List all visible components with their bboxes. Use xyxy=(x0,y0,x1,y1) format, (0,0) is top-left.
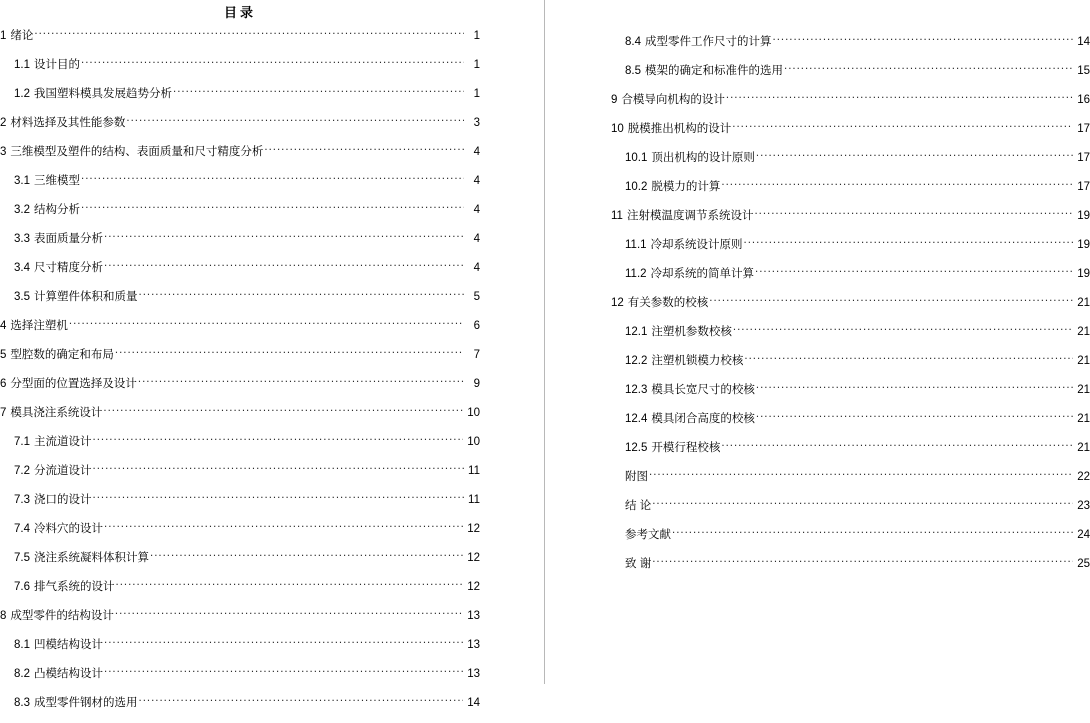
toc-entry-label: 脱模推出机构的设计 xyxy=(627,122,732,135)
toc-entry[interactable] xyxy=(0,694,480,723)
toc-entry[interactable] xyxy=(611,207,1090,236)
toc-entry-label: 表面质量分析 xyxy=(34,232,103,245)
toc-entry-page-number: 24 xyxy=(1077,528,1090,541)
toc-entry[interactable] xyxy=(0,636,480,665)
toc-entry[interactable] xyxy=(0,665,480,694)
toc-entry[interactable] xyxy=(0,317,480,346)
toc-entry[interactable] xyxy=(611,381,1090,410)
toc-leader-dots xyxy=(116,578,464,590)
toc-entry-page-number: 1 xyxy=(473,29,480,42)
toc-entry-label: 计算塑件体积和质量 xyxy=(34,290,138,303)
toc-entry[interactable] xyxy=(611,352,1090,381)
toc-entry-page-number: 11 xyxy=(468,493,480,506)
toc-entry-page-number: 21 xyxy=(1077,296,1090,309)
toc-entry-number: 7.1 xyxy=(14,435,30,448)
toc-entry[interactable] xyxy=(0,201,480,230)
toc-entry-number: 3 xyxy=(0,145,7,158)
toc-entry-page-number: 4 xyxy=(473,145,480,158)
toc-entry-label: 冷料穴的设计 xyxy=(34,522,103,535)
toc-entry-page-number: 19 xyxy=(1077,238,1090,251)
toc-entry[interactable] xyxy=(611,120,1090,149)
toc-entry-number: 10.2 xyxy=(625,180,648,193)
toc-entry-number: 7.5 xyxy=(14,551,30,564)
toc-entry-label: 排气系统的设计 xyxy=(34,580,115,593)
toc-entry-label: 结构分析 xyxy=(34,203,80,216)
toc-entry-page-number: 1 xyxy=(473,58,480,71)
toc-leader-dots xyxy=(139,288,465,300)
toc-entry-number: 8.5 xyxy=(625,64,641,77)
toc-leader-dots xyxy=(103,404,463,416)
toc-entry[interactable] xyxy=(0,114,480,143)
toc-entry[interactable] xyxy=(611,62,1090,91)
toc-leader-dots xyxy=(755,265,1073,277)
toc-entry[interactable] xyxy=(611,497,1090,526)
toc-leader-dots xyxy=(773,33,1074,45)
toc-entry-label: 三维模型及塑件的结构、表面质量和尺寸精度分析 xyxy=(10,145,264,158)
toc-entry[interactable] xyxy=(611,33,1090,62)
toc-entry-number: 8.1 xyxy=(14,638,30,651)
toc-entry-number: 1.1 xyxy=(14,58,30,71)
toc-entry-label: 参考文献 xyxy=(625,528,671,541)
toc-entry-label: 附图 xyxy=(625,470,648,483)
toc-entry-page-number: 21 xyxy=(1077,383,1090,396)
toc-entry[interactable] xyxy=(611,91,1090,120)
toc-entry-number: 12 xyxy=(611,296,624,309)
toc-entry-label: 注塑机锁模力校核 xyxy=(651,354,744,367)
toc-entry-label: 注塑机参数校核 xyxy=(651,325,732,338)
toc-entry[interactable] xyxy=(611,468,1090,497)
right-page-column xyxy=(545,0,1090,584)
toc-leader-dots xyxy=(93,462,465,474)
toc-entry-label: 结 论 xyxy=(625,499,652,512)
toc-entry-label: 注射模温度调节系统设计 xyxy=(626,209,754,222)
toc-entry-page-number: 7 xyxy=(473,348,480,361)
toc-entry-label: 顶出机构的设计原则 xyxy=(651,151,755,164)
toc-entry-label: 冷却系统的简单计算 xyxy=(650,267,755,280)
toc-entry-label: 分型面的位置选择及设计 xyxy=(10,377,137,390)
toc-entry-number: 1 xyxy=(0,29,7,42)
toc-entry-page-number: 10 xyxy=(467,435,480,448)
toc-entry[interactable] xyxy=(0,520,480,549)
toc-entry-page-number: 17 xyxy=(1077,180,1090,193)
toc-leader-dots xyxy=(69,317,464,329)
toc-entry-page-number: 11 xyxy=(468,464,480,477)
toc-entry-page-number: 4 xyxy=(473,232,480,245)
toc-leader-dots xyxy=(756,410,1073,422)
toc-entry-page-number: 4 xyxy=(473,174,480,187)
toc-entry[interactable] xyxy=(611,265,1090,294)
toc-entry-page-number: 17 xyxy=(1077,151,1090,164)
toc-entry-page-number: 22 xyxy=(1077,470,1090,483)
toc-leader-dots xyxy=(126,114,464,126)
toc-leader-dots xyxy=(652,555,1073,567)
toc-entry-number: 11 xyxy=(611,209,623,222)
toc-entry[interactable] xyxy=(0,230,480,259)
left-page-column xyxy=(0,0,544,723)
toc-leader-dots xyxy=(672,526,1073,538)
toc-entry-number: 3.4 xyxy=(14,261,30,274)
toc-entry-number: 7.6 xyxy=(14,580,30,593)
toc-entry-label: 致 谢 xyxy=(625,557,652,570)
toc-entry-label: 分流道设计 xyxy=(34,464,92,477)
toc-leader-dots xyxy=(173,85,464,97)
toc-entry-page-number: 19 xyxy=(1077,267,1090,280)
toc-list-right xyxy=(611,0,1090,584)
toc-leader-dots xyxy=(115,607,463,619)
toc-entry[interactable] xyxy=(611,555,1090,584)
toc-entry-number: 10 xyxy=(611,122,624,135)
toc-entry-page-number: 5 xyxy=(473,290,480,303)
toc-entry[interactable] xyxy=(0,404,480,433)
toc-entry[interactable] xyxy=(0,259,480,288)
toc-entry-page-number: 14 xyxy=(467,696,480,709)
toc-entry-label: 模具闭合高度的校核 xyxy=(651,412,755,425)
toc-leader-dots xyxy=(744,236,1074,248)
toc-leader-dots xyxy=(81,56,464,68)
toc-entry-page-number: 12 xyxy=(467,551,480,564)
toc-entry-number: 2 xyxy=(0,116,7,129)
toc-entry-label: 尺寸精度分析 xyxy=(34,261,103,274)
toc-entry-page-number: 4 xyxy=(473,261,480,274)
toc-entry-label: 我国塑料模具发展趋势分析 xyxy=(34,87,172,100)
toc-entry[interactable] xyxy=(0,607,480,636)
toc-entry[interactable] xyxy=(0,143,480,172)
toc-leader-dots xyxy=(81,201,464,213)
toc-entry-page-number: 16 xyxy=(1077,93,1090,106)
toc-entry-page-number: 14 xyxy=(1077,35,1090,48)
toc-leader-dots xyxy=(756,381,1073,393)
toc-entry-number: 12.5 xyxy=(625,441,648,454)
toc-entry-label: 凸模结构设计 xyxy=(34,667,103,680)
toc-leader-dots xyxy=(104,636,463,648)
toc-entry-label: 冷却系统设计原则 xyxy=(650,238,743,251)
toc-leader-dots xyxy=(732,120,1073,132)
toc-entry-number: 10.1 xyxy=(625,151,648,164)
toc-leader-dots xyxy=(754,207,1073,219)
toc-leader-dots xyxy=(649,468,1073,480)
toc-entry-label: 成型零件工作尺寸的计算 xyxy=(645,35,772,48)
toc-entry-number: 7.3 xyxy=(14,493,30,506)
toc-entry[interactable] xyxy=(0,346,480,375)
toc-entry-number: 5 xyxy=(0,348,7,361)
toc-entry-label: 选择注塑机 xyxy=(10,319,68,332)
toc-entry-page-number: 6 xyxy=(473,319,480,332)
toc-leader-dots xyxy=(721,178,1073,190)
toc-leader-dots xyxy=(104,520,463,532)
toc-entry[interactable] xyxy=(611,149,1090,178)
toc-entry-number: 8.3 xyxy=(14,696,30,709)
toc-entry-number: 12.3 xyxy=(625,383,648,396)
toc-entry-page-number: 13 xyxy=(467,667,480,680)
toc-entry-number: 3.2 xyxy=(14,203,30,216)
toc-leader-dots xyxy=(756,149,1073,161)
toc-entry[interactable] xyxy=(611,410,1090,439)
toc-entry[interactable] xyxy=(0,27,480,56)
toc-leader-dots xyxy=(150,549,463,561)
toc-leader-dots xyxy=(104,665,463,677)
toc-entry[interactable] xyxy=(0,85,480,114)
toc-entry-number: 8 xyxy=(0,609,7,622)
toc-entry-page-number: 23 xyxy=(1077,499,1090,512)
toc-entry-label: 凹模结构设计 xyxy=(34,638,103,651)
toc-leader-dots xyxy=(733,323,1073,335)
toc-entry-page-number: 3 xyxy=(473,116,480,129)
toc-entry[interactable] xyxy=(0,578,480,607)
toc-leader-dots xyxy=(34,27,464,39)
toc-entry-number: 7 xyxy=(0,406,7,419)
toc-entry[interactable] xyxy=(0,462,480,491)
toc-entry[interactable] xyxy=(0,433,480,462)
toc-entry[interactable] xyxy=(0,549,480,578)
toc-leader-dots xyxy=(81,172,464,184)
toc-entry-page-number: 21 xyxy=(1077,441,1090,454)
toc-entry-label: 脱模力的计算 xyxy=(651,180,721,193)
toc-entry-page-number: 10 xyxy=(467,406,480,419)
toc-list-left xyxy=(0,27,480,723)
toc-entry-number: 12.2 xyxy=(625,354,648,367)
toc-leader-dots xyxy=(726,91,1073,103)
toc-leader-dots xyxy=(139,694,464,706)
toc-leader-dots xyxy=(138,375,464,387)
toc-leader-dots xyxy=(104,230,464,242)
toc-entry-label: 成型零件的结构设计 xyxy=(10,609,114,622)
toc-entry-number: 8.2 xyxy=(14,667,30,680)
toc-entry-number: 4 xyxy=(0,319,7,332)
toc-entry[interactable] xyxy=(0,491,480,520)
toc-entry-number: 11.1 xyxy=(625,238,647,251)
toc-leader-dots xyxy=(115,346,464,358)
toc-leader-dots xyxy=(784,62,1073,74)
toc-entry-page-number: 12 xyxy=(467,522,480,535)
toc-entry-page-number: 25 xyxy=(1077,557,1090,570)
toc-entry-number: 1.2 xyxy=(14,87,30,100)
toc-entry[interactable] xyxy=(611,439,1090,468)
toc-entry-label: 型腔数的确定和布局 xyxy=(10,348,114,361)
toc-entry[interactable] xyxy=(611,323,1090,352)
toc-entry-page-number: 12 xyxy=(467,580,480,593)
toc-leader-dots xyxy=(104,259,464,271)
toc-entry-page-number: 9 xyxy=(473,377,480,390)
toc-entry[interactable] xyxy=(611,236,1090,265)
toc-entry-label: 材料选择及其性能参数 xyxy=(10,116,126,129)
toc-leader-dots xyxy=(264,143,464,155)
toc-entry-page-number: 13 xyxy=(467,609,480,622)
toc-entry[interactable] xyxy=(0,56,480,85)
toc-entry-label: 三维模型 xyxy=(34,174,80,187)
toc-entry-page-number: 19 xyxy=(1077,209,1090,222)
toc-entry-page-number: 15 xyxy=(1077,64,1090,77)
toc-entry-page-number: 21 xyxy=(1077,325,1090,338)
toc-entry-page-number: 13 xyxy=(467,638,480,651)
toc-leader-dots xyxy=(652,497,1073,509)
toc-entry-label: 开模行程校核 xyxy=(651,441,721,454)
toc-entry-label: 合模导向机构的设计 xyxy=(621,93,725,106)
toc-leader-dots xyxy=(744,352,1073,364)
toc-entry-number: 12.1 xyxy=(625,325,648,338)
page-title: 目录 xyxy=(223,5,256,20)
toc-entry-number: 9 xyxy=(611,93,618,106)
toc-entry-label: 有关参数的校核 xyxy=(627,296,709,309)
toc-entry-label: 绪论 xyxy=(10,29,34,42)
toc-entry-number: 3.5 xyxy=(14,290,30,303)
toc-entry-page-number: 21 xyxy=(1077,412,1090,425)
toc-leader-dots xyxy=(709,294,1073,306)
toc-entry-label: 模具浇注系统设计 xyxy=(10,406,103,419)
toc-leader-dots xyxy=(93,491,465,503)
toc-entry-number: 6 xyxy=(0,377,7,390)
toc-entry[interactable] xyxy=(0,172,480,201)
toc-entry-number: 7.4 xyxy=(14,522,30,535)
toc-leader-dots xyxy=(721,439,1073,451)
toc-entry-number: 3.3 xyxy=(14,232,30,245)
toc-entry[interactable] xyxy=(611,294,1090,323)
toc-leader-dots xyxy=(93,433,464,445)
toc-entry-page-number: 21 xyxy=(1077,354,1090,367)
toc-entry-number: 11.2 xyxy=(625,267,647,280)
toc-entry-number: 8.4 xyxy=(625,35,641,48)
toc-entry-label: 浇注系统凝料体积计算 xyxy=(34,551,149,564)
toc-entry-label: 主流道设计 xyxy=(34,435,92,448)
toc-entry-number: 3.1 xyxy=(14,174,30,187)
toc-entry-label: 模具长宽尺寸的校核 xyxy=(651,383,755,396)
toc-entry-number: 12.4 xyxy=(625,412,648,425)
toc-entry[interactable] xyxy=(611,178,1090,207)
toc-entry-label: 成型零件钢材的选用 xyxy=(34,696,138,709)
toc-entry-label: 浇口的设计 xyxy=(34,493,92,506)
toc-entry-page-number: 1 xyxy=(473,87,480,100)
toc-entry[interactable] xyxy=(0,375,480,404)
toc-entry-page-number: 4 xyxy=(473,203,480,216)
toc-entry[interactable] xyxy=(0,288,480,317)
toc-entry-label: 设计目的 xyxy=(34,58,80,71)
toc-entry-label: 模架的确定和标准件的选用 xyxy=(645,64,783,77)
toc-entry[interactable] xyxy=(611,526,1090,555)
toc-entry-page-number: 17 xyxy=(1077,122,1090,135)
toc-entry-number: 7.2 xyxy=(14,464,30,477)
